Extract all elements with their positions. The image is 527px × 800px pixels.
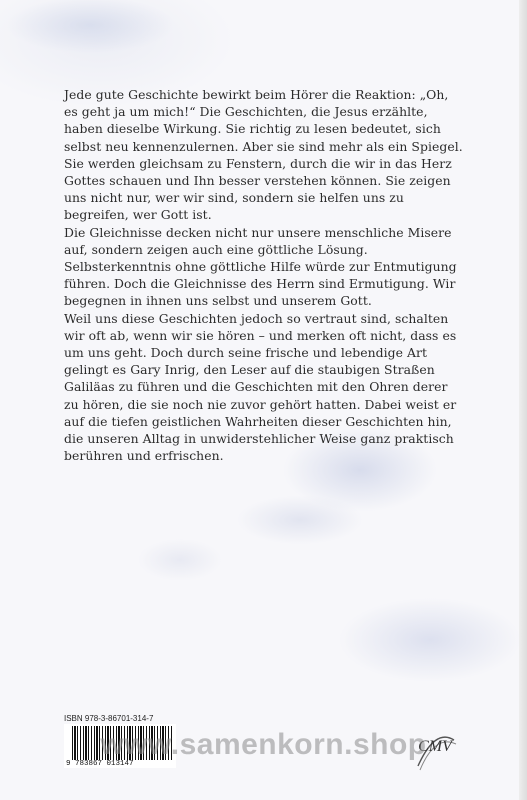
book-edge: [519, 0, 527, 800]
isbn-label: ISBN 978-3-86701-314-7: [64, 714, 154, 723]
publisher-logo-text: CMV: [418, 738, 452, 755]
blurb-paragraph-1: Jede gute Geschichte bewirkt beim Hörer die Reaktion: „Oh, es geht ja um mich!“ Die Geschichten, die Jesus erzählte, haben dieselbe Wirkung. Sie richtig zu lesen bedeutet, sich selbst neu kennenzulernen. Aber sie sind mehr als ein Spiegel. Sie werden gleichsam zu Fenstern, durch die wir in das Herz Gottes schauen und Ihn besser verstehen können. Sie zeigen uns nicht nur, wer wir sind, sondern sie helfen uns zu begreifen, wer Gott ist.: [64, 87, 463, 223]
watermark: www.samenkorn.shop: [100, 728, 427, 761]
barcode-digits: 9 783867 013147: [66, 760, 134, 768]
blurb-paragraph-2: Die Gleichnisse decken nicht nur unsere menschliche Misere auf, sondern zeigen auch eine göttliche Lösung. Selbsterkenntnis ohne göttliche Hilfe würde zur Entmutigung führen. Doch die Gleichnisse des Herrn sind Ermutigung. Wir begegnen in ihnen uns selbst und unserem Gott.: [64, 224, 457, 309]
blurb-text: [64, 86, 464, 464]
blurb-paragraph-3: Weil uns diese Geschichten jedoch so vertraut sind, schalten wir oft ab, wenn wir sie hören – und merken oft nicht, dass es um uns geht. Doch durch seine frische und lebendige Art gelingt es Gary Inrig, den Leser auf die staubigen Straßen Galiläas zu führen und die Geschichten mit den Ohren derer zu hören, die sie noch nie zuvor gehört hatten. Dabei weist er auf die tiefen geistlichen Wahrheiten dieser Geschichten hin, die unseren Alltag in unwiderstehlicher Weise ganz praktisch berühren und erfrischen.: [64, 310, 457, 464]
